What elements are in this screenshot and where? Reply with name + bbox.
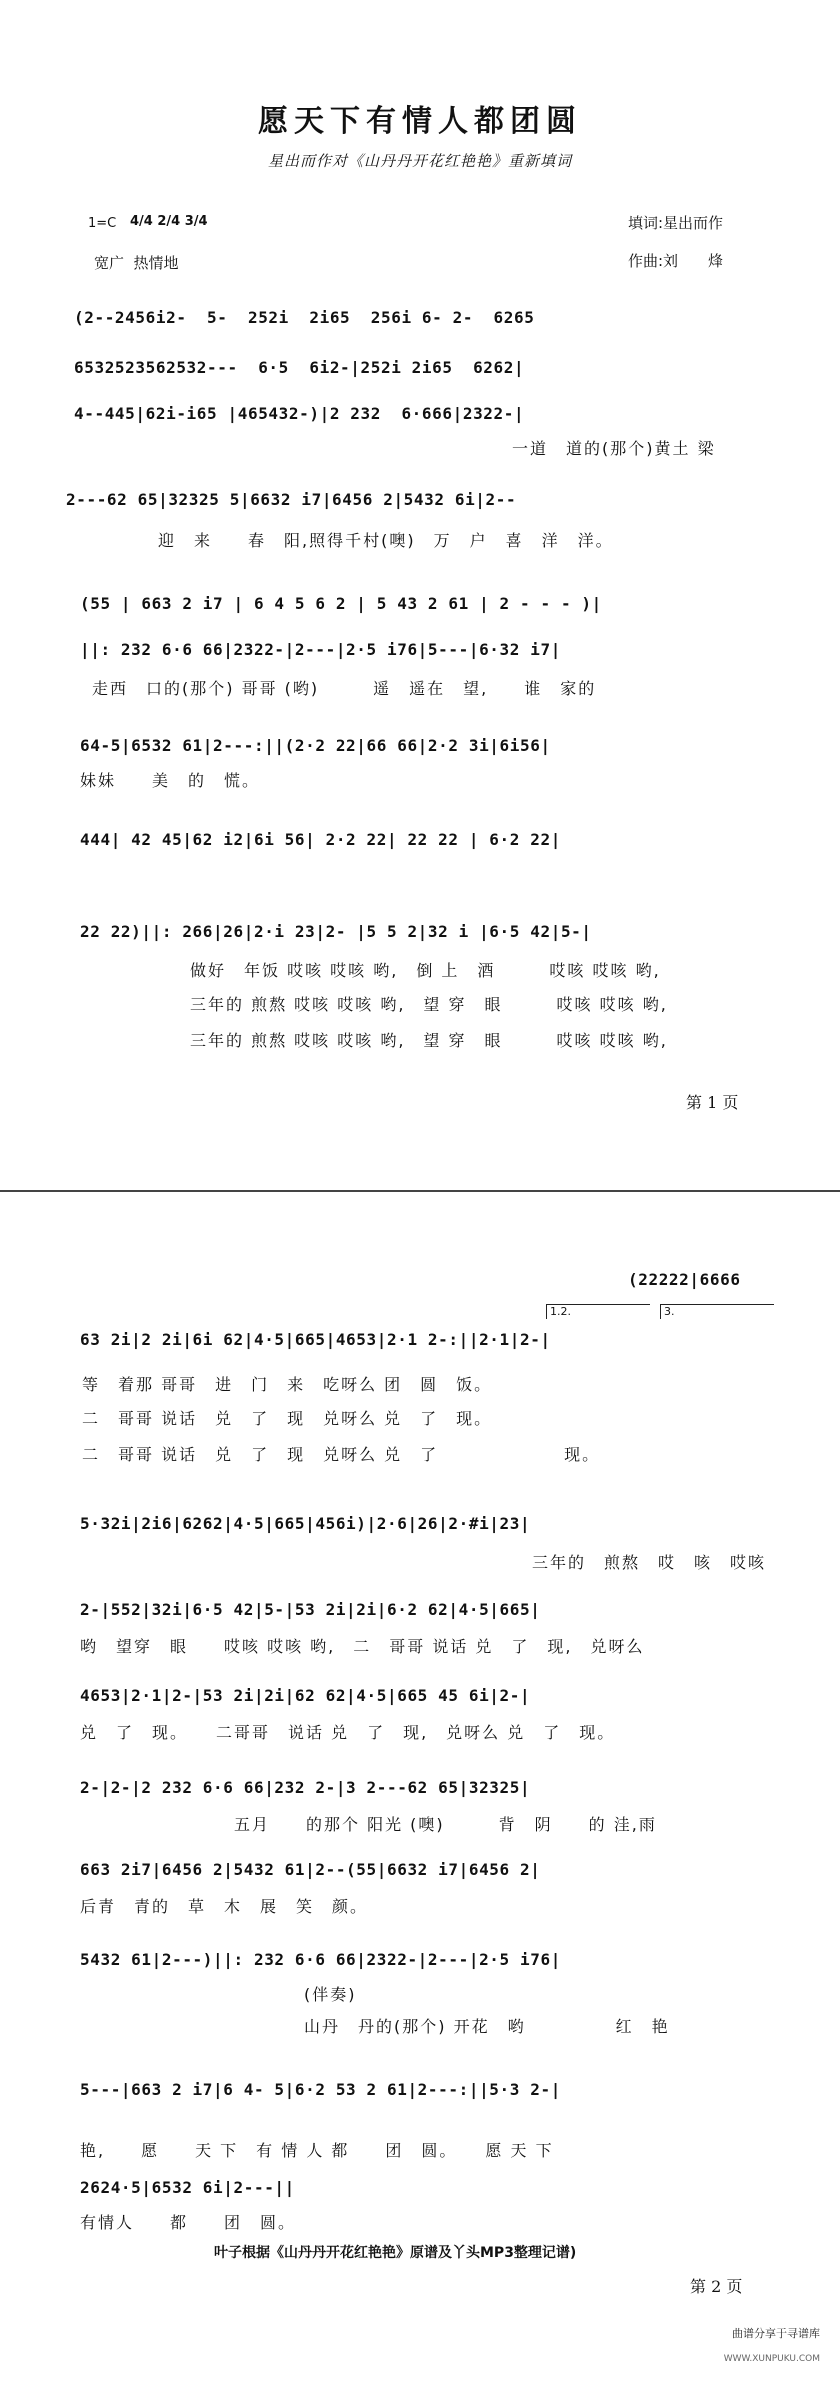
lyric-line: 妹妹 美 的 慌。 bbox=[80, 771, 261, 790]
notation-row: 5---|663 2 i7|6 4- 5|6·2 53 2 61|2---:||5·3 2-| bbox=[80, 2080, 561, 2099]
notation-row: 22 22)||: 266|26|2·i 23|2- |5 5 2|32 i |6·5 42|5-| bbox=[80, 922, 592, 941]
lyric-line: 做好 年饭 哎咳 哎咳 哟, 倒 上 酒 哎咳 哎咳 哟, bbox=[190, 961, 661, 980]
notation-row: 6532523562532--- 6·5 6i2-|252i 2i65 6262| bbox=[74, 358, 525, 377]
lyric-line: 走西 口的(那个) 哥哥 (哟) 遥 遥在 望, 谁 家的 bbox=[92, 679, 597, 698]
notation-row: 4653|2·1|2-|53 2i|2i|62 62|4·5|665 45 6i|2-| bbox=[80, 1686, 531, 1705]
song-subtitle: 星出而作对《山丹丹开花红艳艳》重新填词 bbox=[267, 152, 572, 170]
lyricist-credit: 填词:星出而作 bbox=[628, 214, 724, 232]
notation-row: 5·32i|2i6|6262|4·5|665|456i)|2·6|26|2·#i|23| bbox=[80, 1514, 531, 1533]
volta-bracket-1 bbox=[546, 1304, 650, 1319]
song-title: 愿天下有情人都团圆 bbox=[258, 104, 582, 139]
key-signature: 1=C bbox=[88, 216, 117, 231]
notation-row: 444| 42 45|62 i2|6i 56| 2·2 22| 22 22 | 6·2 22| bbox=[80, 830, 561, 849]
watermark bbox=[670, 2312, 820, 2390]
lyric-line: 兑 了 现。 二哥哥 说话 兑 了 现, 兑呀么 兑 了 现。 bbox=[80, 1723, 616, 1742]
composer-credit: 作曲:刘 烽 bbox=[628, 252, 724, 270]
lyric-line: 山丹 丹的(那个) 开花 哟 红 艳 bbox=[304, 2017, 670, 2036]
notation-row: 63 2i|2 2i|6i 62|4·5|665|4653|2·1 2-:||2·1|2-| bbox=[80, 1330, 551, 1349]
watermark-text: 曲谱分享于寻谱库 bbox=[732, 2327, 820, 2340]
pickup-notes: (22222|6666 bbox=[628, 1270, 741, 1289]
notation-row: 5432 61|2---)||: 232 6·6 66|2322-|2---|2·5 i76| bbox=[80, 1950, 561, 1969]
lyric-line: 有情人 都 团 圆。 bbox=[80, 2213, 297, 2232]
lyric-line: 迎 来 春 阳,照得千村(噢) 万 户 喜 洋 洋。 bbox=[158, 531, 614, 550]
notation-row: (2--2456i2- 5- 252i 2i65 256i 6- 2- 6265 bbox=[74, 308, 535, 327]
expression-mark: 宽广 热情地 bbox=[94, 254, 179, 272]
notation-row: 2-|2-|2 232 6·6 66|232 2-|3 2---62 65|32325| bbox=[80, 1778, 531, 1797]
notation-row: 2-|552|32i|6·5 42|5-|53 2i|2i|6·2 62|4·5|665| bbox=[80, 1600, 541, 1619]
lyric-line: 三年的 煎熬 哎 咳 哎咳 bbox=[532, 1553, 767, 1572]
lyric-line: 三年的 煎熬 哎咳 哎咳 哟, 望 穿 眼 哎咳 哎咳 哟, bbox=[190, 995, 668, 1014]
notation-row: ||: 232 6·6 66|2322-|2---|2·5 i76|5---|6·32 i7| bbox=[80, 640, 561, 659]
lyric-line: 后青 青的 草 木 展 笑 颜。 bbox=[80, 1897, 369, 1916]
page-number: 第 1 页 bbox=[686, 1093, 739, 1112]
lyric-line: 哟 望穿 眼 哎咳 哎咳 哟, 二 哥哥 说话 兑 了 现, 兑呀么 bbox=[80, 1637, 645, 1656]
volta-label: 1.2. bbox=[550, 1305, 571, 1318]
notation-row: 2624·5|6532 6i|2---|| bbox=[80, 2178, 295, 2197]
notation-row: (55 | 663 2 i7 | 6 4 5 6 2 | 5 43 2 61 | 2 - - - )| bbox=[80, 594, 602, 613]
notation-row: 663 2i7|6456 2|5432 61|2--(55|6632 i7|6456 2| bbox=[80, 1860, 541, 1879]
lyric-line: (伴奏) bbox=[304, 1985, 357, 2004]
score-page-2 bbox=[0, 1190, 840, 2364]
volta-bracket-2 bbox=[660, 1304, 774, 1319]
lyric-line: 五月 的那个 阳光 (噢) 背 阴 的 洼,雨 bbox=[234, 1815, 657, 1834]
transcription-credit: 叶子根据《山丹丹开花红艳艳》原谱及丫头MP3整理记谱) bbox=[214, 2245, 577, 2261]
watermark-url: WWW.XUNPUKU.COM bbox=[723, 2354, 820, 2364]
page-number: 第 2 页 bbox=[690, 2277, 743, 2296]
lyric-line: 等 着那 哥哥 进 门 来 吃呀么 团 圆 饭。 bbox=[82, 1375, 493, 1394]
lyric-line: 艳, 愿 天 下 有 情 人 都 团 圆。 愿 天 下 bbox=[80, 2141, 554, 2160]
notation-row: 2---62 65|32325 5|6632 i7|6456 2|5432 6i|2-- bbox=[66, 490, 517, 509]
time-signatures: 4/4 2/4 3/4 bbox=[130, 214, 208, 229]
lyric-line: 三年的 煎熬 哎咳 哎咳 哟, 望 穿 眼 哎咳 哎咳 哟, bbox=[190, 1031, 668, 1050]
notation-row: 4--445|62i-i65 |465432-)|2 232 6·666|2322-| bbox=[74, 404, 525, 423]
score-page-1 bbox=[0, 0, 840, 1180]
volta-label: 3. bbox=[664, 1305, 675, 1318]
lyric-line: 一道 道的(那个)黄土 梁 bbox=[512, 439, 716, 458]
lyric-line: 二 哥哥 说话 兑 了 现 兑呀么 兑 了 现。 bbox=[82, 1409, 493, 1428]
notation-row: 64-5|6532 61|2---:||(2·2 22|66 66|2·2 3i|6i56| bbox=[80, 736, 551, 755]
lyric-line: 二 哥哥 说话 兑 了 现 兑呀么 兑 了 现。 bbox=[82, 1445, 601, 1464]
